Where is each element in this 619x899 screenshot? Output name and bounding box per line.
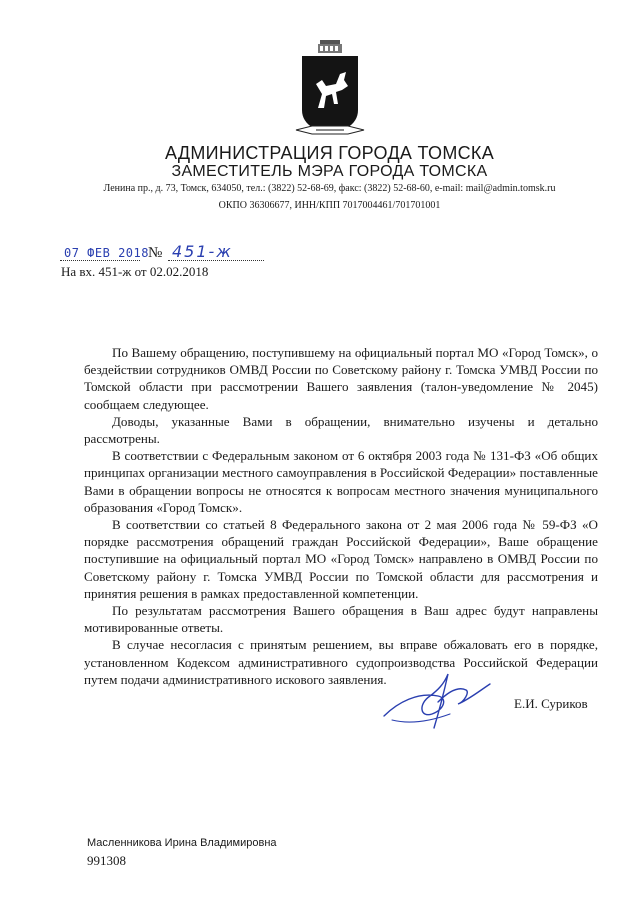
executor-name: Масленникова Ирина Владимировна	[87, 837, 277, 849]
incoming-reference: На вх. 451-ж от 02.02.2018	[61, 264, 209, 279]
body-paragraph: В случае несогласия с принятым решением, вы вправе обжаловать его в порядке, установленном Кодексом административного судопроизводства Российской Федерации путем подачи административного искового заявления.	[84, 637, 598, 687]
organization-codes: ОКПО 36306677, ИНН/КПП 7017004461/701701001	[218, 200, 441, 211]
body-paragraph: По результатам рассмотрения Вашего обращения в Ваш адрес будут направлены мотивированные ответы.	[84, 603, 598, 636]
body-paragraph: В соответствии со статьей 8 Федерального закона от 2 мая 2006 года № 59-ФЗ «О порядке рассмотрения обращений граждан Российской Федерации», Ваше обращение поступившие на официальный портал МО «Город Томск» направлено в ОМВД России по Советскому району г. Томска УМВД России по Томской области для рассмотрения и принятия решения в рамках предоставленной компетенции.	[84, 517, 598, 601]
organization-name: АДМИНИСТРАЦИЯ ГОРОДА ТОМСКА	[164, 143, 495, 163]
body-paragraph: Доводы, указанные Вами в обращении, внимательно изучены и детально рассмотрены.	[84, 413, 598, 447]
date-underline	[60, 260, 140, 261]
signer-name: Е.И. Суриков	[514, 696, 588, 711]
number-underline	[168, 260, 264, 261]
number-sign: №	[148, 245, 163, 261]
executor-phone: 991308	[87, 853, 126, 868]
body-paragraph: По Вашему обращению, поступившему на официальный портал МО «Город Томск», о бездействии сотрудников ОМВД России по Советскому району г. Томска УМВД России по Томской области при рассмотрении Вашего заявления (талон-уведомление № 2045) сообщаем следующее.	[84, 345, 598, 412]
handwritten-signature-icon	[378, 662, 498, 734]
registration-number: 451-ж	[172, 242, 233, 261]
letter-body	[84, 344, 598, 688]
organization-contacts: Ленина пр., д. 73, Томск, 634050, тел.: (3822) 52-68-69, факс: (3822) 52-68-60, e-mail: mail@admin.tomsk.ru	[103, 183, 556, 194]
body-paragraph: В соответствии с Федеральным законом от 6 октября 2003 года № 131-ФЗ «Об общих принципах организации местного самоуправления в Российской Федерации» поставленные Вами в обращении вопросы не относятся к вопросам местного значения муниципального образования «Город Томск».	[84, 448, 598, 515]
tomsk-coat-of-arms-icon	[292, 38, 368, 142]
official-position: ЗАМЕСТИТЕЛЬ МЭРА ГОРОДА ТОМСКА	[171, 163, 488, 180]
registration-date-stamp: 07 ФЕВ 2018	[64, 246, 149, 260]
